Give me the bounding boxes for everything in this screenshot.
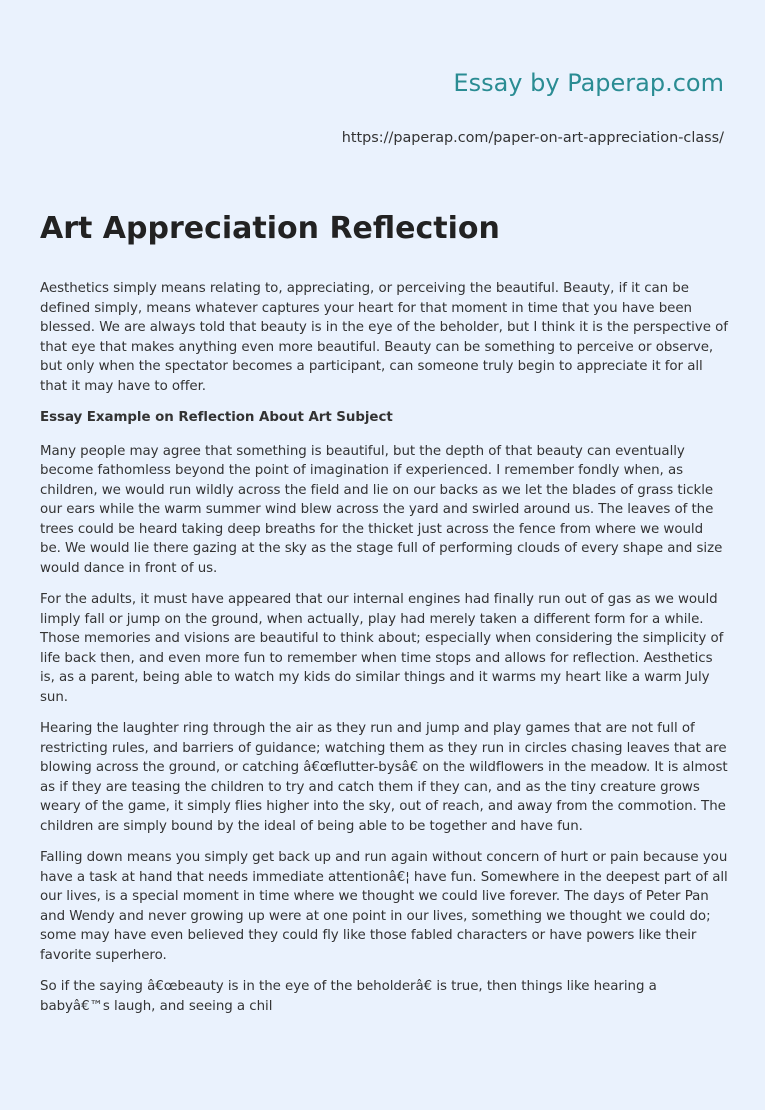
paragraph-3: For the adults, it must have appeared that our internal engines had finally run out of gas as we would limply fall or jump on the ground, when actually, play had merely taken a different form for a while. Those memories and visions are beautiful to think about; especially when considering the simplicity of life back then, and even more fun to remember when time stops and allows for reflection. Aesthetics is, as a parent, being able to watch my kids do similar things and it warms my heart like a warm July sun. — [40, 592, 724, 705]
section-subheading: Essay Example on Reflection About Art Subject — [40, 410, 393, 425]
essay-body — [40, 279, 728, 1028]
page-title: Art Appreciation Reflection — [40, 211, 500, 246]
paragraph-5: Falling down means you simply get back up and run again without concern of hurt or pain because you have a task at hand that needs immediate attentionâ€¦ have fun. Somewhere in the deepest part of all our lives, is a special moment in time where we thought we could live forever. The days of Peter Pan and Wendy and never growing up were at one point in our lives, something we thought we could do; some may have even believed they could fly like those fabled characters or have powers like their favorite superhero. — [40, 850, 728, 963]
paragraph-2: Many people may agree that something is beautiful, but the depth of that beauty can eventually become fathomless beyond the point of imagination if experienced. I remember fondly when, as children, we would run wildly across the field and lie on our backs as we let the blades of grass tickle our ears while the warm summer wind blew across the yard and swirled around us. The leaves of the trees could be heard taking deep breaths for the thicket just across the fence from where we would be. We would lie there gazing at the sky as the stage full of performing clouds of every shape and size would dance in front of us. — [40, 443, 723, 576]
paragraph-6-truncated: So if the saying â€œbeauty is in the eye of the beholderâ€ is true, then things like hearing a babyâ€™s laugh, and seeing a chil — [40, 979, 657, 1014]
site-brand[interactable]: Essay by Paperap.com — [453, 69, 724, 97]
paragraph-4: Hearing the laughter ring through the air as they run and jump and play games that are not full of restricting rules, and barriers of guidance; watching them as they run in circles chasing leaves that are blowing across the ground, or catching â€œflutter-bysâ€ on the wildflowers in the meadow. It is almost as if they are teasing the children to try and catch them if they can, and as the tiny creature grows weary of the game, it simply flies higher into the sky, out of reach, and away from the commotion. The children are simply bound by the ideal of being able to be together and have fun. — [40, 721, 728, 834]
paragraph-1: Aesthetics simply means relating to, appreciating, or perceiving the beautiful. Beauty, if it can be defined simply, means whatever captures your heart for that moment in time that you have been blessed. We are always told that beauty is in the eye of the beholder, but I think it is the perspective of that eye that makes anything even more beautiful. Beauty can be something to perceive or observe, but only when the spectator becomes a participant, can someone truly begin to appreciate it for all that it may have to offer. — [40, 281, 728, 394]
source-url[interactable]: https://paperap.com/paper-on-art-appreciation-class/ — [341, 130, 724, 146]
